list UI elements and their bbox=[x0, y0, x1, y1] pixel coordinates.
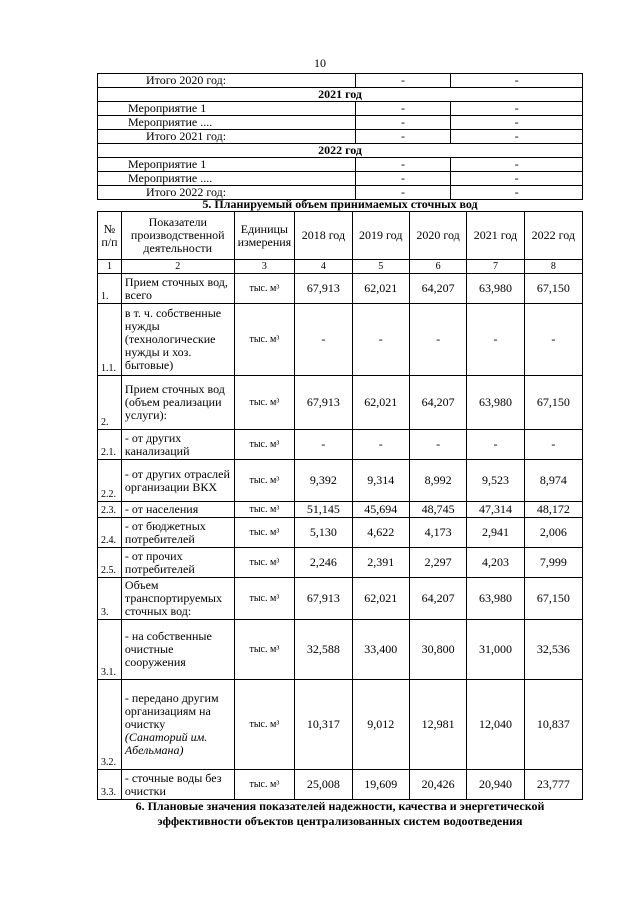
col-number: 7 bbox=[467, 260, 524, 274]
table-row bbox=[98, 460, 583, 502]
col-number: 3 bbox=[234, 260, 295, 274]
indicator-name bbox=[121, 680, 234, 770]
table-row bbox=[98, 548, 583, 578]
value-cell: - bbox=[451, 158, 583, 172]
value-cell: - bbox=[355, 130, 451, 144]
row-index: 3. bbox=[98, 578, 122, 620]
value-cell: 48,745 bbox=[409, 502, 466, 518]
measure-label: Мероприятие .... bbox=[98, 172, 356, 186]
row-index: 2. bbox=[98, 376, 122, 430]
year-header-row bbox=[98, 144, 583, 158]
value-cell: - bbox=[409, 304, 466, 376]
unit-cell: тыс. м³ bbox=[234, 502, 295, 518]
row-index: 2.4. bbox=[98, 518, 122, 548]
measure-label: Мероприятие .... bbox=[98, 116, 356, 130]
top-measures-table bbox=[97, 73, 583, 200]
year-header-row bbox=[98, 88, 583, 102]
value-cell: - bbox=[451, 186, 583, 200]
value-cell: 20,940 bbox=[467, 770, 524, 800]
indicator-text: - от бюджетных потребителей bbox=[124, 518, 206, 546]
value-cell: - bbox=[355, 102, 451, 116]
value-cell: - bbox=[295, 304, 352, 376]
value-cell: 67,913 bbox=[295, 578, 352, 620]
total-label: Итого 2021 год: bbox=[98, 130, 356, 144]
row-index: 3.3. bbox=[98, 770, 122, 800]
value-cell: 67,150 bbox=[524, 274, 582, 304]
value-cell: 8,992 bbox=[409, 460, 466, 502]
indicator-text: Объем транспортируемых сточных вод: bbox=[124, 578, 222, 618]
col-number: 5 bbox=[352, 260, 409, 274]
indicator-text: - от прочих потребителей bbox=[124, 548, 195, 576]
row-index: 3.2. bbox=[98, 680, 122, 770]
total-label: Итого 2022 год: bbox=[98, 186, 356, 200]
value-cell: - bbox=[524, 304, 582, 376]
value-cell: - bbox=[355, 116, 451, 130]
value-cell: 4,173 bbox=[409, 518, 466, 548]
value-cell: 63,980 bbox=[467, 376, 524, 430]
row-index: 3.1. bbox=[98, 620, 122, 680]
unit-cell: тыс. м³ bbox=[234, 274, 295, 304]
indicator-name bbox=[121, 376, 234, 430]
value-cell: 67,913 bbox=[295, 274, 352, 304]
value-cell: 32,536 bbox=[524, 620, 582, 680]
unit-cell: тыс. м³ bbox=[234, 620, 295, 680]
table-row bbox=[98, 578, 583, 620]
value-cell: - bbox=[352, 304, 409, 376]
indicator-name bbox=[121, 548, 234, 578]
value-cell: 62,021 bbox=[352, 578, 409, 620]
value-cell: 2,391 bbox=[352, 548, 409, 578]
value-cell: - bbox=[295, 430, 352, 460]
indicator-text: - на собственные очистные сооружения bbox=[124, 629, 212, 669]
value-cell: - bbox=[467, 430, 524, 460]
col-number: 4 bbox=[295, 260, 352, 274]
table-row bbox=[98, 502, 583, 518]
value-cell: - bbox=[524, 430, 582, 460]
page-number: 10 bbox=[314, 56, 326, 70]
col-number: 2 bbox=[121, 260, 234, 274]
table-row bbox=[98, 770, 583, 800]
value-cell: 63,980 bbox=[467, 578, 524, 620]
value-cell: 2,297 bbox=[409, 548, 466, 578]
measure-row bbox=[98, 102, 583, 116]
value-cell: 62,021 bbox=[352, 376, 409, 430]
indicator-name bbox=[121, 430, 234, 460]
value-cell: 63,980 bbox=[467, 274, 524, 304]
value-cell: - bbox=[352, 430, 409, 460]
row-index: 2.5. bbox=[98, 548, 122, 578]
value-cell: 30,800 bbox=[409, 620, 466, 680]
indicator-text: - от других отраслей организации ВКХ bbox=[124, 466, 230, 494]
unit-cell: тыс. м³ bbox=[234, 460, 295, 502]
indicator-name bbox=[121, 460, 234, 502]
value-cell: 67,913 bbox=[295, 376, 352, 430]
value-cell: 2,941 bbox=[467, 518, 524, 548]
indicator-name bbox=[121, 620, 234, 680]
wastewater-volume-table bbox=[97, 211, 583, 800]
value-cell: - bbox=[409, 430, 466, 460]
col-header-indicator: Показатели производственной деятельности bbox=[121, 212, 234, 260]
value-cell: - bbox=[451, 130, 583, 144]
value-cell: 2,006 bbox=[524, 518, 582, 548]
row-index: 1. bbox=[98, 274, 122, 304]
indicator-text: - передано другим организациям на очистку bbox=[124, 691, 219, 731]
value-cell: - bbox=[355, 74, 451, 88]
value-cell: - bbox=[355, 186, 451, 200]
table-row bbox=[98, 680, 583, 770]
value-cell: 51,145 bbox=[295, 502, 352, 518]
value-cell: 64,207 bbox=[409, 578, 466, 620]
section-5-title: 5. Планируемый объем принимаемых сточных вод bbox=[202, 197, 478, 211]
value-cell: 2,246 bbox=[295, 548, 352, 578]
value-cell: 31,000 bbox=[467, 620, 524, 680]
value-cell: 9,314 bbox=[352, 460, 409, 502]
col-header-2021: 2021 год bbox=[467, 212, 524, 260]
row-index: 2.3. bbox=[98, 502, 122, 518]
section-6-title: 6. Плановые значения показателей надежности, качества и энергетической эффективности объектов централизованных систем водоотведения bbox=[135, 799, 545, 828]
value-cell: 7,999 bbox=[524, 548, 582, 578]
row-index: 2.2. bbox=[98, 460, 122, 502]
value-cell: 10,317 bbox=[295, 680, 352, 770]
year-label: 2022 год bbox=[98, 144, 583, 158]
value-cell: 47,314 bbox=[467, 502, 524, 518]
unit-cell: тыс. м³ bbox=[234, 376, 295, 430]
measure-row bbox=[98, 158, 583, 172]
unit-cell: тыс. м³ bbox=[234, 548, 295, 578]
unit-cell: тыс. м³ bbox=[234, 680, 295, 770]
value-cell: 12,040 bbox=[467, 680, 524, 770]
value-cell: 8,974 bbox=[524, 460, 582, 502]
value-cell: 4,203 bbox=[467, 548, 524, 578]
indicator-text: - от других канализаций bbox=[124, 430, 190, 458]
unit-cell: тыс. м³ bbox=[234, 518, 295, 548]
total-label: Итого 2020 год: bbox=[98, 74, 356, 88]
col-header-2018: 2018 год bbox=[295, 212, 352, 260]
value-cell: - bbox=[451, 74, 583, 88]
value-cell: - bbox=[451, 172, 583, 186]
row-index: 1.1. bbox=[98, 304, 122, 376]
value-cell: 45,694 bbox=[352, 502, 409, 518]
unit-cell: тыс. м³ bbox=[234, 430, 295, 460]
total-row bbox=[98, 130, 583, 144]
indicator-name bbox=[121, 770, 234, 800]
col-number: 8 bbox=[524, 260, 582, 274]
col-header-number: № п/п bbox=[98, 212, 122, 260]
column-number-row bbox=[98, 260, 583, 274]
indicator-name bbox=[121, 518, 234, 548]
unit-cell: тыс. м³ bbox=[234, 304, 295, 376]
table-row bbox=[98, 304, 583, 376]
col-header-unit: Единицы измерения bbox=[234, 212, 295, 260]
measure-row bbox=[98, 172, 583, 186]
indicator-text: в т. ч. собственные нужды (технологические нужды и хоз. бытовые) bbox=[124, 306, 222, 372]
year-label: 2021 год bbox=[98, 88, 583, 102]
measure-label: Мероприятие 1 bbox=[98, 158, 356, 172]
indicator-note: (Санаторий им. Абельмана) bbox=[124, 730, 208, 757]
value-cell: 67,150 bbox=[524, 376, 582, 430]
table-row bbox=[98, 274, 583, 304]
measure-label: Мероприятие 1 bbox=[98, 102, 356, 116]
col-header-2019: 2019 год bbox=[352, 212, 409, 260]
value-cell: 9,523 bbox=[467, 460, 524, 502]
table-row bbox=[98, 430, 583, 460]
measure-row bbox=[98, 116, 583, 130]
indicator-text: Прием сточных вод (объем реализации услуги): bbox=[124, 382, 225, 422]
indicator-text: - сточные воды без очистки bbox=[124, 770, 222, 798]
indicator-name bbox=[121, 304, 234, 376]
col-header-2022: 2022 год bbox=[524, 212, 582, 260]
value-cell: 33,400 bbox=[352, 620, 409, 680]
value-cell: 5,130 bbox=[295, 518, 352, 548]
value-cell: 25,008 bbox=[295, 770, 352, 800]
indicator-name bbox=[121, 274, 234, 304]
value-cell: 64,207 bbox=[409, 274, 466, 304]
value-cell: 10,837 bbox=[524, 680, 582, 770]
value-cell: 20,426 bbox=[409, 770, 466, 800]
value-cell: 23,777 bbox=[524, 770, 582, 800]
value-cell: 48,172 bbox=[524, 502, 582, 518]
table-row bbox=[98, 518, 583, 548]
value-cell: 64,207 bbox=[409, 376, 466, 430]
table-row bbox=[98, 376, 583, 430]
indicator-text: - от населения bbox=[124, 502, 199, 516]
value-cell: - bbox=[451, 116, 583, 130]
value-cell: - bbox=[451, 102, 583, 116]
value-cell: - bbox=[355, 158, 451, 172]
col-number: 6 bbox=[409, 260, 466, 274]
table-row bbox=[98, 620, 583, 680]
value-cell: 32,588 bbox=[295, 620, 352, 680]
value-cell: 67,150 bbox=[524, 578, 582, 620]
value-cell: 4,622 bbox=[352, 518, 409, 548]
col-number: 1 bbox=[98, 260, 122, 274]
value-cell: 9,012 bbox=[352, 680, 409, 770]
indicator-name bbox=[121, 502, 234, 518]
value-cell: 62,021 bbox=[352, 274, 409, 304]
row-index: 2.1. bbox=[98, 430, 122, 460]
indicator-text: Прием сточных вод, всего bbox=[124, 274, 228, 302]
value-cell: - bbox=[467, 304, 524, 376]
total-row bbox=[98, 74, 583, 88]
unit-cell: тыс. м³ bbox=[234, 578, 295, 620]
value-cell: 12,981 bbox=[409, 680, 466, 770]
unit-cell: тыс. м³ bbox=[234, 770, 295, 800]
col-header-2020: 2020 год bbox=[409, 212, 466, 260]
header-row bbox=[98, 212, 583, 260]
indicator-name bbox=[121, 578, 234, 620]
value-cell: 19,609 bbox=[352, 770, 409, 800]
value-cell: - bbox=[355, 172, 451, 186]
value-cell: 9,392 bbox=[295, 460, 352, 502]
